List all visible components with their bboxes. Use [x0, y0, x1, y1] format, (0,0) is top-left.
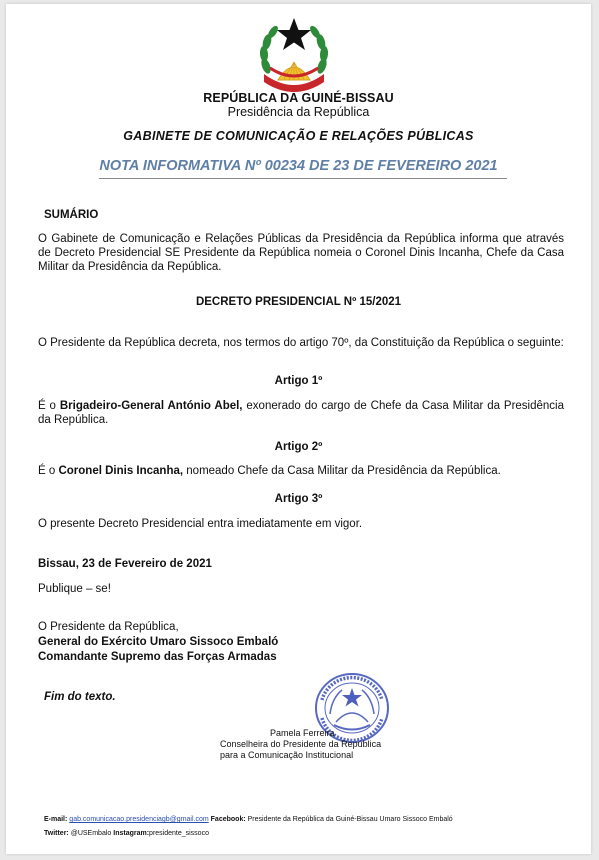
- summary-heading: SUMÁRIO: [44, 209, 99, 221]
- title-divider: [99, 178, 507, 179]
- article-2-title: Artigo 2º: [274, 441, 323, 453]
- publique-text: Publique – se!: [38, 583, 111, 595]
- office-name: GABINETE DE COMUNICAÇÃO E RELAÇÕES PÚBLICAS: [123, 129, 474, 143]
- email-link[interactable]: gab.comunicacao.presidenciagb@gmail.com: [69, 816, 209, 823]
- national-emblem-icon: [252, 14, 336, 96]
- twitter-label: Twitter:: [44, 830, 69, 837]
- signatory-title: Comandante Supremo das Forças Armadas: [38, 651, 277, 663]
- facebook-handle: Presidente da República da Guiné-Bissau Umaro Sissoco Embaló: [247, 816, 453, 823]
- footer-contacts: [44, 816, 453, 823]
- instagram-label: Instagram:: [113, 830, 150, 837]
- article-2-prefix: É o: [38, 465, 59, 477]
- article-1-title: Artigo 1º: [274, 375, 323, 387]
- article-3-title: Artigo 3º: [274, 493, 323, 505]
- document-page: [6, 4, 591, 854]
- decree-heading: DECRETO PRESIDENCIAL Nº 15/2021: [195, 296, 402, 308]
- twitter-handle: @USEmbalo: [70, 830, 112, 837]
- note-title: NOTA INFORMATIVA Nº 00234 DE 23 DE FEVEREIRO 2021: [99, 158, 498, 174]
- email-label: E-mail:: [44, 816, 68, 823]
- article-3-text: O presente Decreto Presidencial entra imediatamente em vigor.: [38, 518, 363, 530]
- article-1-text: [38, 399, 564, 427]
- article-1-prefix: É o: [38, 400, 60, 412]
- article-1-name: Brigadeiro-General António Abel,: [59, 400, 243, 412]
- article-2-name: Coronel Dinis Incanha,: [58, 465, 184, 477]
- country-name: REPÚBLICA DA GUINÉ-BISSAU: [203, 91, 394, 105]
- footer-social: [44, 830, 209, 837]
- signature-name: Pamela Ferreira: [270, 728, 335, 738]
- date-place: Bissau, 23 de Fevereiro de 2021: [38, 558, 212, 570]
- article-1-rest: exonerado do cargo de Chefe da Casa Militar da Presidência da República.: [38, 400, 565, 426]
- facebook-label: Facebook:: [210, 816, 246, 823]
- summary-text: O Gabinete de Comunicação e Relações Públicas da Presidência da República informa que através de Decreto Presidencial SE Presidente da República nomeia o Coronel Dinis Incanha, Chefe da Casa Militar da Presidência da República.: [38, 233, 564, 273]
- article-2-text: [38, 464, 564, 478]
- decree-intro: O Presidente da República decreta, nos termos do artigo 70º, da Constituição da República o seguinte:: [38, 337, 564, 349]
- signatory-name: General do Exército Umaro Sissoco Embaló: [38, 636, 279, 648]
- article-2-rest: nomeado Chefe da Casa Militar da Presidência da República.: [183, 465, 501, 477]
- presidency-name: Presidência da República: [227, 105, 370, 119]
- instagram-handle: presidente_sissoco: [149, 830, 209, 837]
- signature-role-line-2: para a Comunicação Institucional: [220, 750, 354, 760]
- signature-role: Conselheira do Presidente da República: [220, 739, 382, 749]
- end-of-text: Fim do texto.: [44, 691, 116, 703]
- signatory-intro: O Presidente da República,: [38, 621, 179, 633]
